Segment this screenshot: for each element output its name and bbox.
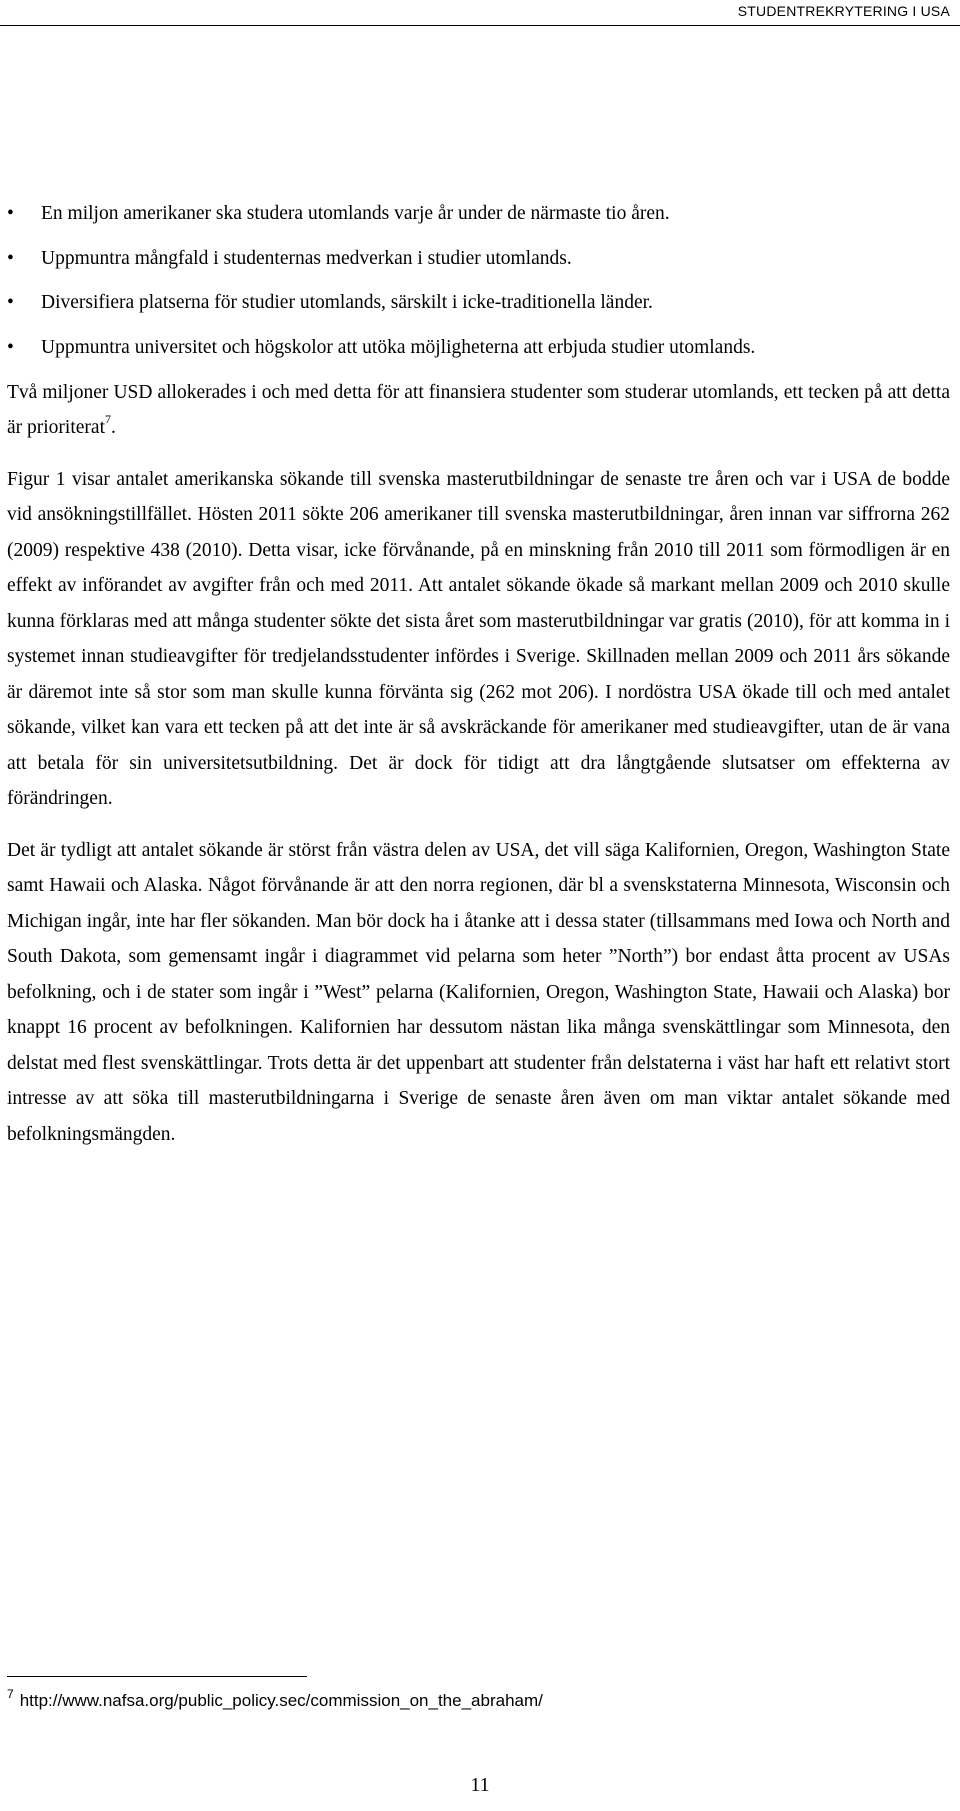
- running-header: [0, 0, 960, 26]
- footnote: [7, 1687, 907, 1713]
- bullet-icon: •: [7, 247, 14, 269]
- bullet-text: Uppmuntra universitet och högskolor att utöka möjligheterna att erbjuda studier utomlands.: [41, 336, 756, 358]
- list-item: [7, 195, 950, 233]
- footnote-reference[interactable]: 7: [105, 411, 111, 426]
- running-header-title: STUDENTREKRYTERING I USA: [737, 3, 950, 19]
- page-number: 11: [470, 1774, 490, 1796]
- bullet-icon: •: [7, 203, 14, 224]
- paragraph-funding-end: .: [111, 417, 116, 438]
- bullet-icon: •: [7, 336, 14, 358]
- list-item: [7, 240, 950, 278]
- list-item: [7, 284, 950, 322]
- bullet-list: [7, 195, 950, 367]
- bullet-text: Diversifiera platserna för studier utomlands, särskilt i icke-traditionella länder.: [41, 292, 653, 313]
- footnote-divider: [7, 1676, 307, 1677]
- bullet-icon: •: [7, 292, 14, 313]
- footnote-number: 7: [7, 1687, 14, 1701]
- paragraph-funding-text: Två miljoner USD allokerades i och med detta för att finansiera studenter som studerar utomlands, ett tecken på att detta är prioriterat: [7, 381, 950, 438]
- list-item: [7, 329, 950, 367]
- page-body: [7, 195, 950, 1152]
- bullet-text: Uppmuntra mångfald i studenternas medverkan i studier utomlands.: [41, 247, 572, 269]
- bullet-text: En miljon amerikaner ska studera utomlands varje år under de närmaste tio åren.: [41, 203, 670, 224]
- paragraph-figure-1: Figur 1 visar antalet amerikanska sökande till svenska masterutbildningar de senaste tre åren och var i USA de bodde vid ansökningstillfället. Hösten 2011 sökte 206 amerikaner till svenska masterutbildningar, åren innan var siffrorna 262 (2009) respektive 438 (2010). Detta visar, icke förvånande, på en minskning från 2010 till 2011 som förmodligen är en effekt av införandet av avgifter från och med 2011. Att antalet sökande ökade så markant mellan 2009 och 2010 skulle kunna förklaras med att många studenter sökte det sista året som masterutbildningar var gratis (2010), för att komma in i systemet innan studieavgifter för tredjelandsstudenter infördes i Sverige. Skillnaden mellan 2009 och 2011 års sökande är däremot inte så stor som man skulle kunna förvänta sig (262 mot 206). I nordöstra USA ökade till och med antalet sökande, vilket kan vara ett tecken på att det inte är så avskräckande för amerikaner med studieavgifter, utan de är vana att betala för sin universitetsutbildning. Det är dock för tidigt att dra långtgående slutsatser om effekterna av förändringen.: [7, 468, 950, 809]
- paragraph-west-region: Det är tydligt att antalet sökande är störst från västra delen av USA, det vill säga Kalifornien, Oregon, Washington State samt Hawaii och Alaska. Något förvånande är att den norra regionen, där bl a svenskstaterna Minnesota, Wisconsin och Michigan ingår, inte har fler sökanden. Man bör dock ha i åtanke att i dessa stater (tillsammans med Iowa och North and South Dakota, som gemensamt ingår i diagrammet vid pelarna som heter ”North”) bor endast åtta procent av USAs befolkning, och i de stater som ingår i ”West” pelarna (Kalifornien, Oregon, Washington State, Hawaii och Alaska) bor knappt 16 procent av befolkningen. Kalifornien har dessutom nästan lika många svenskättlingar som Minnesota, den delstat med flest svenskättlingar. Trots detta är det uppenbart att studenter från delstaterna i väst har haft ett relativt stort intresse av att söka till masterutbildningarna i Sverige de senaste åren även om man viktar antalet sökande med befolkningsmängden.: [7, 839, 950, 1145]
- footnote-link[interactable]: http://www.nafsa.org/public_policy.sec/commission_on_the_abraham/: [19, 1691, 543, 1710]
- paragraph-funding: [7, 375, 950, 446]
